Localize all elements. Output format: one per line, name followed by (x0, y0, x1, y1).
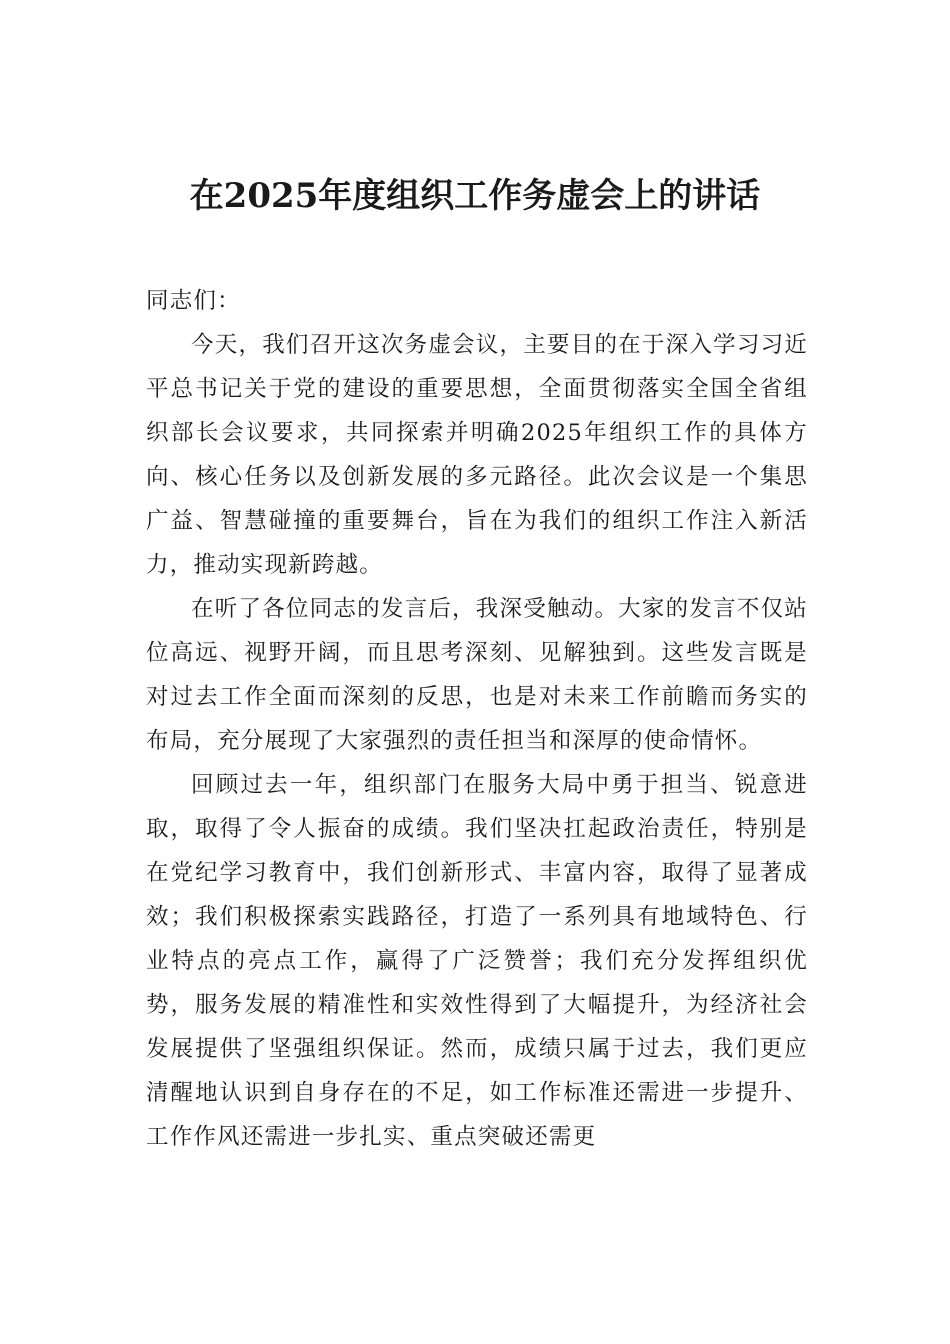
salutation: 同志们： (146, 288, 241, 314)
paragraph-1: 今天，我们召开这次务虚会议，主要目的在于深入学习习近平总书记关于党的建设的重要思想，全面贯彻落实全国全省组织部长会议要求，共同探索并明确2025年组织工作的具体方向、核心任务以及创新发展的多元路径。此次会议是一个集思广益、智慧碰撞的重要舞台，旨在为我们的组织工作注入新活力，推动实现新跨越。 (146, 332, 808, 578)
paragraph-3: 回顾过去一年，组织部门在服务大局中勇于担当、锐意进取，取得了令人振奋的成绩。我们坚决扛起政治责任，特别是在党纪学习教育中，我们创新形式、丰富内容，取得了显著成效；我们积极探索实践路径，打造了一系列具有地域特色、行业特点的亮点工作，赢得了广泛赞誉；我们充分发挥组织优势，服务发展的精准性和实效性得到了大幅提升，为经济社会发展提供了坚强组织保证。然而，成绩只属于过去，我们更应清醒地认识到自身存在的不足，如工作标准还需进一步提升、工作作风还需进一步扎实、重点突破还需更 (146, 772, 808, 1150)
document-title: 在2025年度组织工作务虚会上的讲话 (189, 176, 761, 216)
document-body (146, 279, 808, 1159)
paragraph-2: 在听了各位同志的发言后，我深受触动。大家的发言不仅站位高远、视野开阔，而且思考深刻、见解独到。这些发言既是对过去工作全面而深刻的反思，也是对未来工作前瞻而务实的布局，充分展现了大家强烈的责任担当和深厚的使命情怀。 (146, 596, 808, 754)
